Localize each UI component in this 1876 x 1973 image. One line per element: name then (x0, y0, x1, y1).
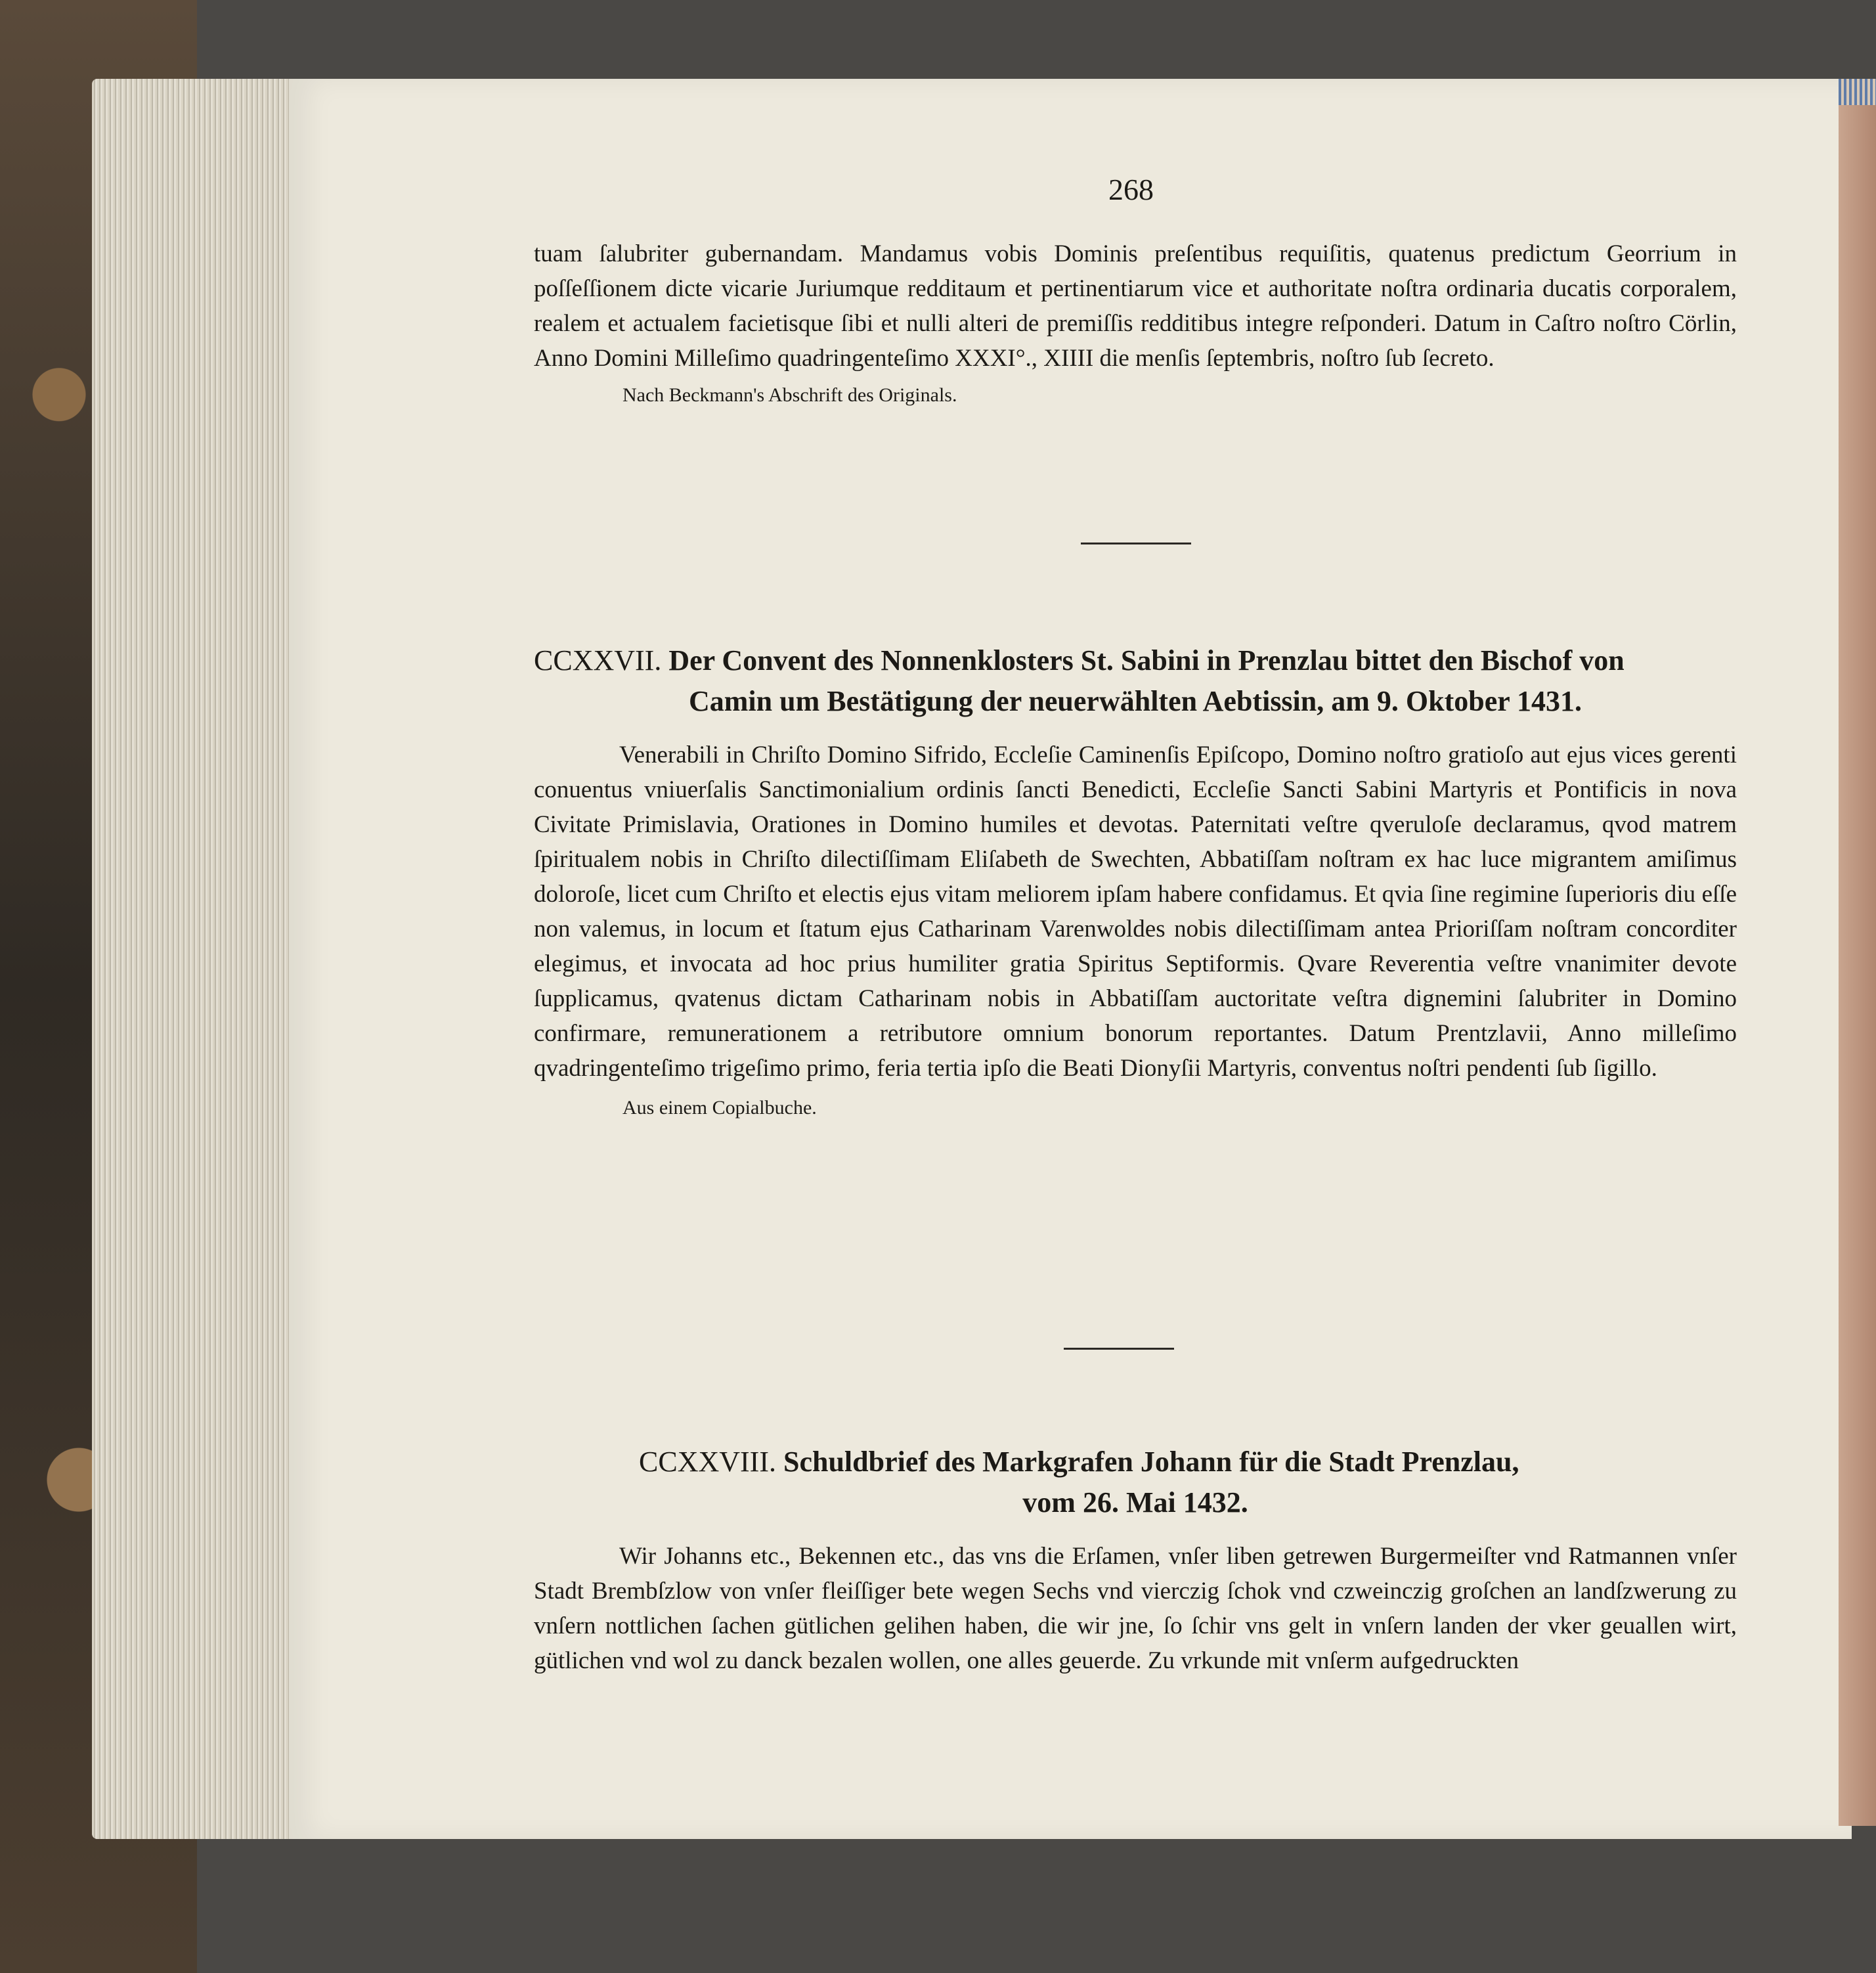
top-body (534, 236, 1737, 376)
right-page-edge (1839, 92, 1876, 1826)
section-228 (534, 1442, 1737, 1678)
top-source-note: Nach Beckmann's Abschrift des Originals. (622, 384, 957, 406)
top-paragraph: tuam ſalubriter gubernandam. Mandamus vobis Dominis preſentibus requiſitis, quatenus predictum Georrium in poſſeſſionem dicte vicarie Juriumque redditaum et pertinentiarum vice et authoritate noſtra ordinaria ducatis corporalem, realem et actualem facietisque ſibi et nulli alteri de premiſſis redditibus integre reſponderi. Datum in Caſtro noſtro Cörlin, Anno Domini Milleſimo quadringenteſimo XXXI°., XIIII die menſis ſeptembris, noſtro ſub ſecreto. (534, 240, 1737, 372)
top-section (534, 236, 1737, 409)
section-227 (534, 640, 1737, 1121)
section-228-title-line2: vom 26. Mai 1432. (1022, 1486, 1248, 1519)
page-edges (92, 79, 302, 1839)
section-228-title-line1: Schuldbrief des Markgrafen Johann für die Stadt Prenzlau, (783, 1446, 1519, 1478)
section-228-heading (534, 1442, 1737, 1482)
section-227-title-line1: Der Convent des Nonnenklosters St. Sabini in Prenzlau bittet den Bischof von (668, 644, 1625, 676)
section-divider-1 (1081, 543, 1191, 544)
section-227-source-note: Aus einem Copialbuche. (622, 1097, 817, 1119)
page-number: 268 (1108, 173, 1154, 206)
section-228-body: Wir Johanns etc., Bekennen etc., das vns die Erſamen, vnſer liben getrewen Burgermeiſter vnd Ratmannen vnſer Stadt Brembſzlow von vnſer fleiſſiger bete wegen Sechs vnd vierczig ſchok vnd czweinczig groſchen an landſzwerung zu vnſern nottlichen ſachen gütlichen gelihen haben, die wir jne, ſo ſchir vns gelt in vnſern landen der vker geuallen wirt, gütlichen vnd wol zu danck bezalen wollen, one alles geuerde. Zu vrkunde mit vnſerm aufgedruckten (534, 1543, 1737, 1674)
section-227-heading (534, 640, 1737, 681)
section-227-number: CCXXVII. (534, 644, 662, 676)
section-227-title-line2: Camin um Bestätigung der neuerwählten Aebtissin, am 9. Oktober 1431. (688, 685, 1582, 717)
section-divider-2 (1064, 1348, 1174, 1350)
ribbon-edge (1839, 79, 1876, 105)
section-227-body: Venerabili in Chriſto Domino Sifrido, Eccleſie Caminenſis Epiſcopo, Domino noſtro gratioſo aut ejus vices gerenti conuentus vniuerſalis Sanctimonialium ordinis ſancti Benedicti, Eccleſie Sancti Sabini Martyris et Pontificis in nova Civitate Primislavia, Orationes in Domino humiles et devotas. Paternitati veſtre qveruloſe declaramus, qvod matrem ſpiritualem nobis in Chriſto dilectiſſimam Eliſabeth de Swechten, Abbatiſſam noſtram ex hac luce migrantem amiſimus doloroſe, licet cum Chriſto et electis ejus vitam meliorem ipſam habere confidamus. Et qvia ſine regimine ſuperioris diu eſſe non valemus, in locum et ſtatum ejus Catharinam Varenwoldes nobis dilectiſſimam antea Prioriſſam noſtram concorditer elegimus, et invocata ad hoc prius humiliter gratia Spiritus Septiformis. Qvare Reverentia veſtre vnanimiter devote ſupplicamus, qvatenus dictam Catharinam nobis in Abbatiſſam auctoritate veſtra dignemini ſalubriter in Domino confirmare, remunerationem a retributore omnium bonorum reportantes. Datum Prentzlavii, Anno milleſimo qvadringenteſimo trigeſimo primo, feria tertia ipſo die Beati Dionyſii Martyris, conventus noſtri pendenti ſub ſigillo. (534, 742, 1737, 1082)
section-228-number: CCXXVIII. (639, 1446, 776, 1478)
